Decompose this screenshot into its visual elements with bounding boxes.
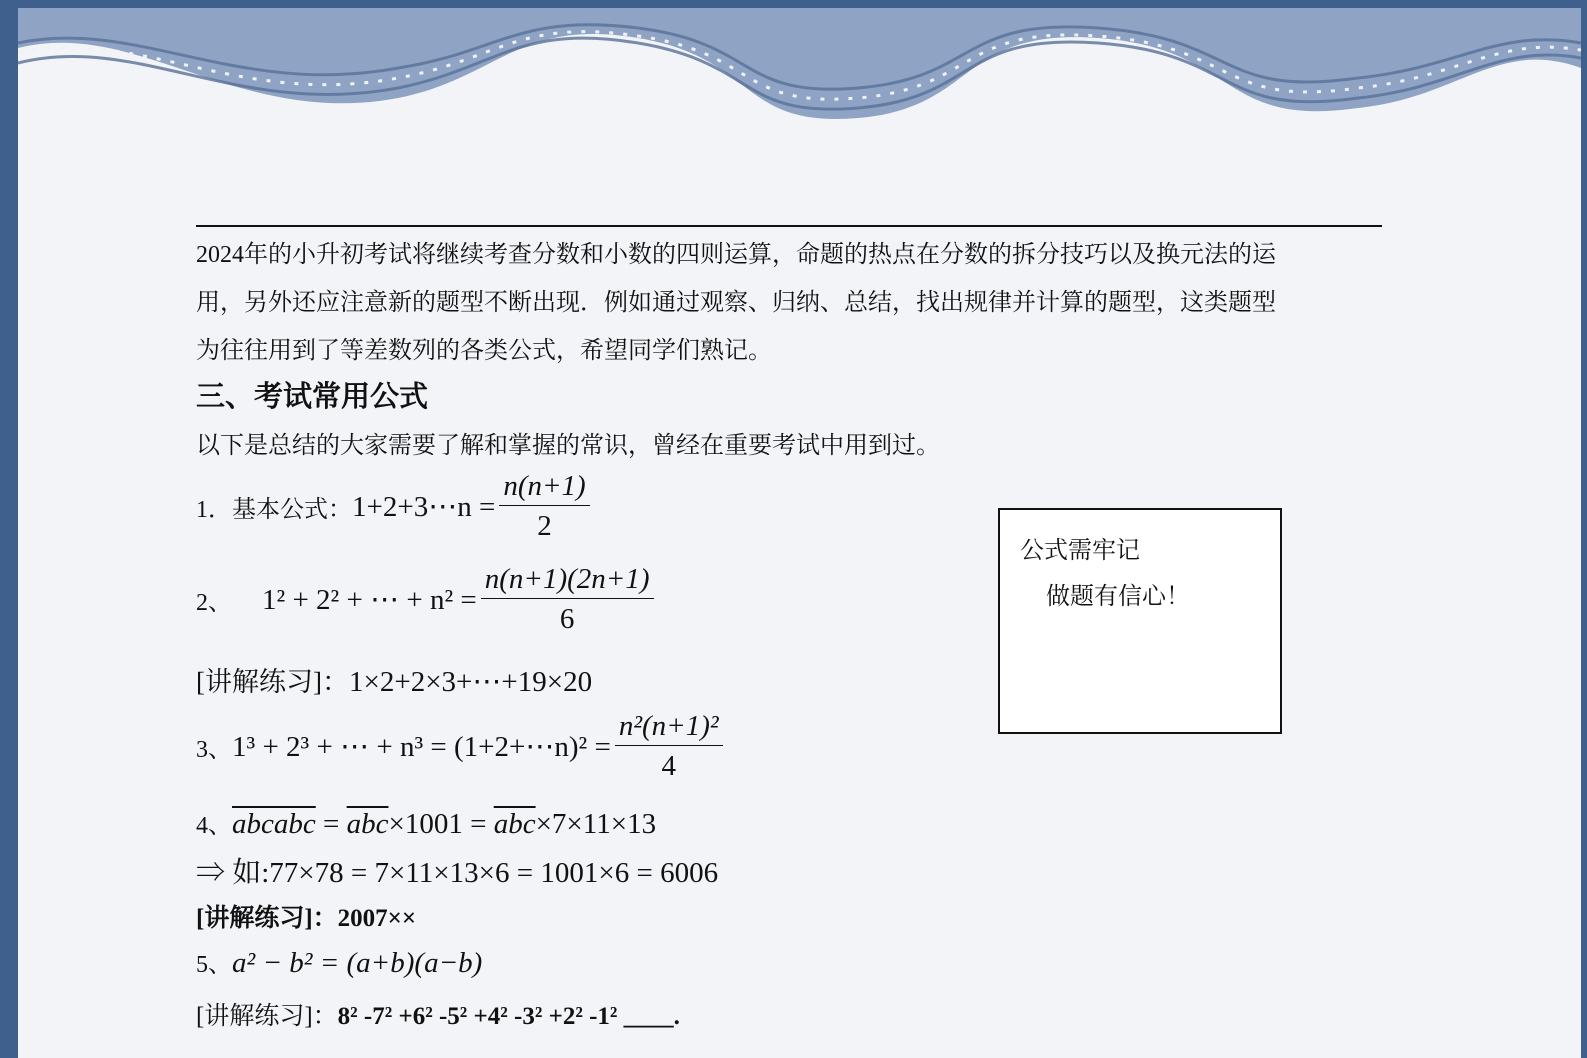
intro-line-2: 用，另外还应注意新的题型不断出现．例如通过观察、归纳、总结，找出规律并计算的题型，这类题型 — [196, 290, 1276, 316]
exercise-2: [讲解练习]：2007×× — [196, 905, 417, 932]
exercise-1: [讲解练习]：1×2+2×3+⋯+19×20 — [196, 666, 593, 698]
formula-1: 1．基本公式： 1+2+3⋯n = $\frac{n(n+1)}{2}$ — [196, 470, 594, 543]
reminder-box — [998, 508, 1282, 734]
formula-4: 4、abcabc = $\overline{abc}\times 1001 = \overline{abc}\times 7\times 11\times 13$ — [196, 808, 657, 840]
section-subtitle: 以下是总结的大家需要了解和掌握的常识，曾经在重要考试中用到过。 — [196, 433, 940, 459]
exercise-3: [讲解练习]：8² -7² +6² -5² +4² -3² +2² -1² ____. — [196, 1003, 680, 1030]
reminder-line-1: 公式需牢记 — [1020, 538, 1140, 564]
formula-5: 5、a² − b² = (a+b)(a−b) — [196, 947, 483, 979]
formula-3: 3、 1³ + 2³ + ⋯ + n³ = (1+2+⋯n)² = $\frac{\text{n²(n+1)²}}{4}$ — [196, 710, 727, 783]
wave-header-decoration — [18, 8, 1581, 138]
top-rule — [196, 225, 1382, 227]
formula-2: 2、 1² + 2² + ⋯ + n² = $\frac{n(n+1)(2n+1)}{6}$ — [196, 563, 658, 636]
formula-4-example: ⇒ 如:77×78 = 7×11×13×6 = 1001×6 = 6006 — [196, 857, 719, 889]
intro-line-1: 2024年的小升初考试将继续考查分数和小数的四则运算，命题的热点在分数的拆分技巧以及换元法的运 — [196, 242, 1276, 268]
intro-line-3: 为往往用到了等差数列的各类公式，希望同学们熟记。 — [196, 338, 772, 364]
section-title: 三、考试常用公式 — [196, 379, 429, 413]
reminder-line-2: 做题有信心！ — [1046, 584, 1190, 610]
